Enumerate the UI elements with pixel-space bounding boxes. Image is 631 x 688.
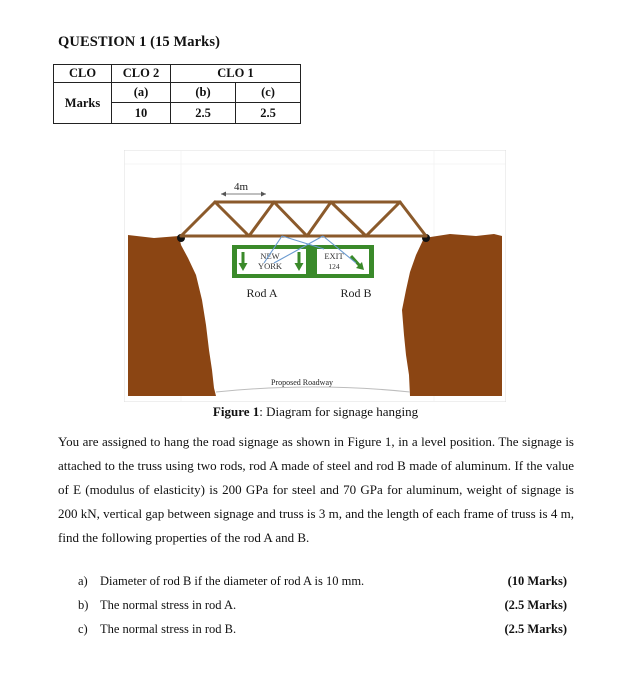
clo2-header: CLO 2: [112, 65, 171, 83]
question-b-label: b): [78, 598, 89, 612]
part-a-marks: 10: [112, 103, 171, 124]
sign-right-text-line2: 124: [328, 262, 340, 271]
question-b-text: The normal stress in rod A.: [100, 598, 237, 612]
question-a-marks: (10 Marks): [507, 574, 567, 588]
problem-statement: You are assigned to hang the road signage as shown in Figure 1, in a level position. The signage is attached to the truss using two rods, rod A made of steel and rod B made of aluminum. If the value of E (modulus of elasticity) is 200 GPa for steel and 70 GPa for aluminum, weight of signage is 200 kN, vertical gap between signage and truss is 3 m, and the length of each frame of truss is 4 m, find the following properties of the rod A and B.: [58, 434, 574, 545]
part-b-marks: 2.5: [171, 103, 236, 124]
right-cliff: [402, 234, 502, 396]
span-label: 4m: [233, 181, 249, 193]
clo1-header: CLO 1: [171, 65, 301, 83]
sign-left-text-line2: YORK: [257, 261, 283, 271]
sign-left-text-line1: NEW: [260, 251, 280, 261]
rod-b-label: Rod B: [340, 286, 372, 300]
rod-a-label: Rod A: [246, 286, 278, 300]
question-c-text: The normal stress in rod B.: [100, 622, 237, 636]
roadway-label: Proposed Roadway: [271, 378, 333, 387]
part-a-header: (a): [112, 83, 171, 103]
marks-table: [53, 64, 301, 124]
part-c-header: (c): [236, 83, 301, 103]
clo-header: CLO: [54, 65, 112, 83]
question-c-marks: (2.5 Marks): [504, 622, 567, 636]
question-a-label: a): [78, 574, 88, 588]
question-title: QUESTION 1 (15 Marks): [58, 34, 221, 50]
figure-caption-prefix: Figure 1: [212, 404, 260, 419]
question-c-label: c): [78, 622, 88, 636]
marks-label: Marks: [54, 83, 112, 124]
sign-right-text-line1: EXIT: [324, 251, 344, 261]
figure-caption: [0, 404, 631, 420]
part-c-marks: 2.5: [236, 103, 301, 124]
part-b-header: (b): [171, 83, 236, 103]
figure-caption-text: : Diagram for signage hanging: [259, 404, 419, 419]
question-a-text: Diameter of rod B if the diameter of rod A is 10 mm.: [100, 574, 365, 588]
signage-figure: [124, 150, 506, 402]
question-b-marks: (2.5 Marks): [504, 598, 567, 612]
